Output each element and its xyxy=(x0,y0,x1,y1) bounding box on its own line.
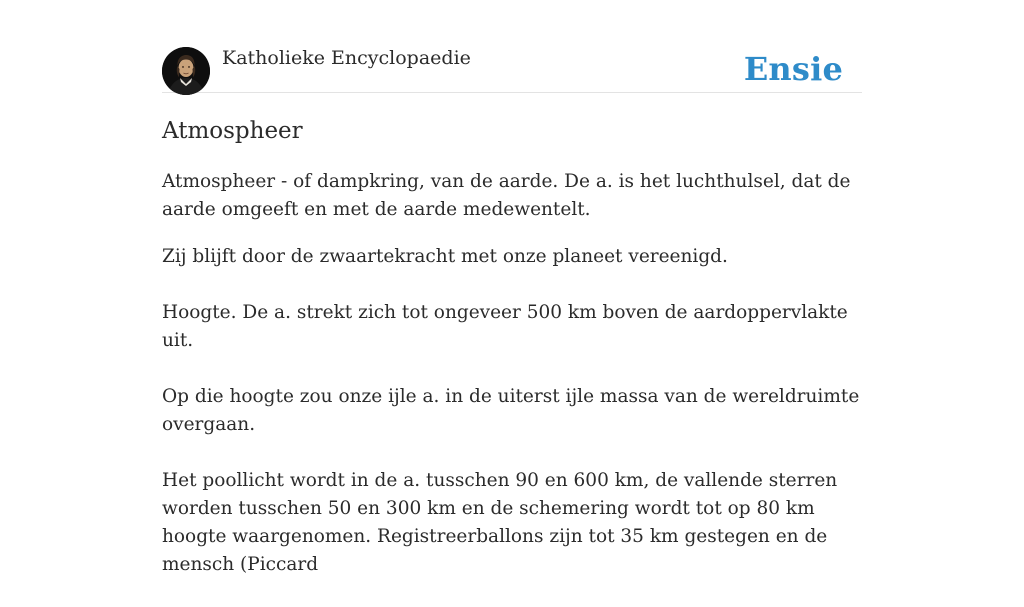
article-paragraph: Op die hoogte zou onze ijle a. in de uiterst ijle massa van de wereldruimte overgaan. xyxy=(162,386,860,435)
article-body xyxy=(162,168,862,607)
avatar[interactable] xyxy=(162,47,210,95)
article-paragraph: Zij blijft door de zwaartekracht met onze planeet vereenigd. xyxy=(162,246,728,267)
header xyxy=(162,0,862,93)
article-intro: Atmospheer - of dampkring, van de aarde. De a. is het luchthulsel, dat de aarde omgeeft en met de aarde medewentelt. xyxy=(162,171,851,220)
page-title: Atmospheer xyxy=(162,118,303,144)
portrait-avatar-icon xyxy=(162,47,210,95)
article-paragraph: Het poollicht wordt in de a. tusschen 90 en 600 km, de vallende sterren worden tusschen 50 en 300 km en de schemering wordt tot op 80 km hoogte waargenomen. Registreerballons zijn tot 35 km gestegen en de mensch (Piccard xyxy=(162,470,838,575)
brand-logo[interactable]: Ensie xyxy=(743,50,843,88)
source-name[interactable]: Katholieke Encyclopaedie xyxy=(222,47,471,69)
article-container xyxy=(162,0,862,575)
article-paragraph: Hoogte. De a. strekt zich tot ongeveer 500 km boven de aardoppervlakte uit. xyxy=(162,302,848,351)
